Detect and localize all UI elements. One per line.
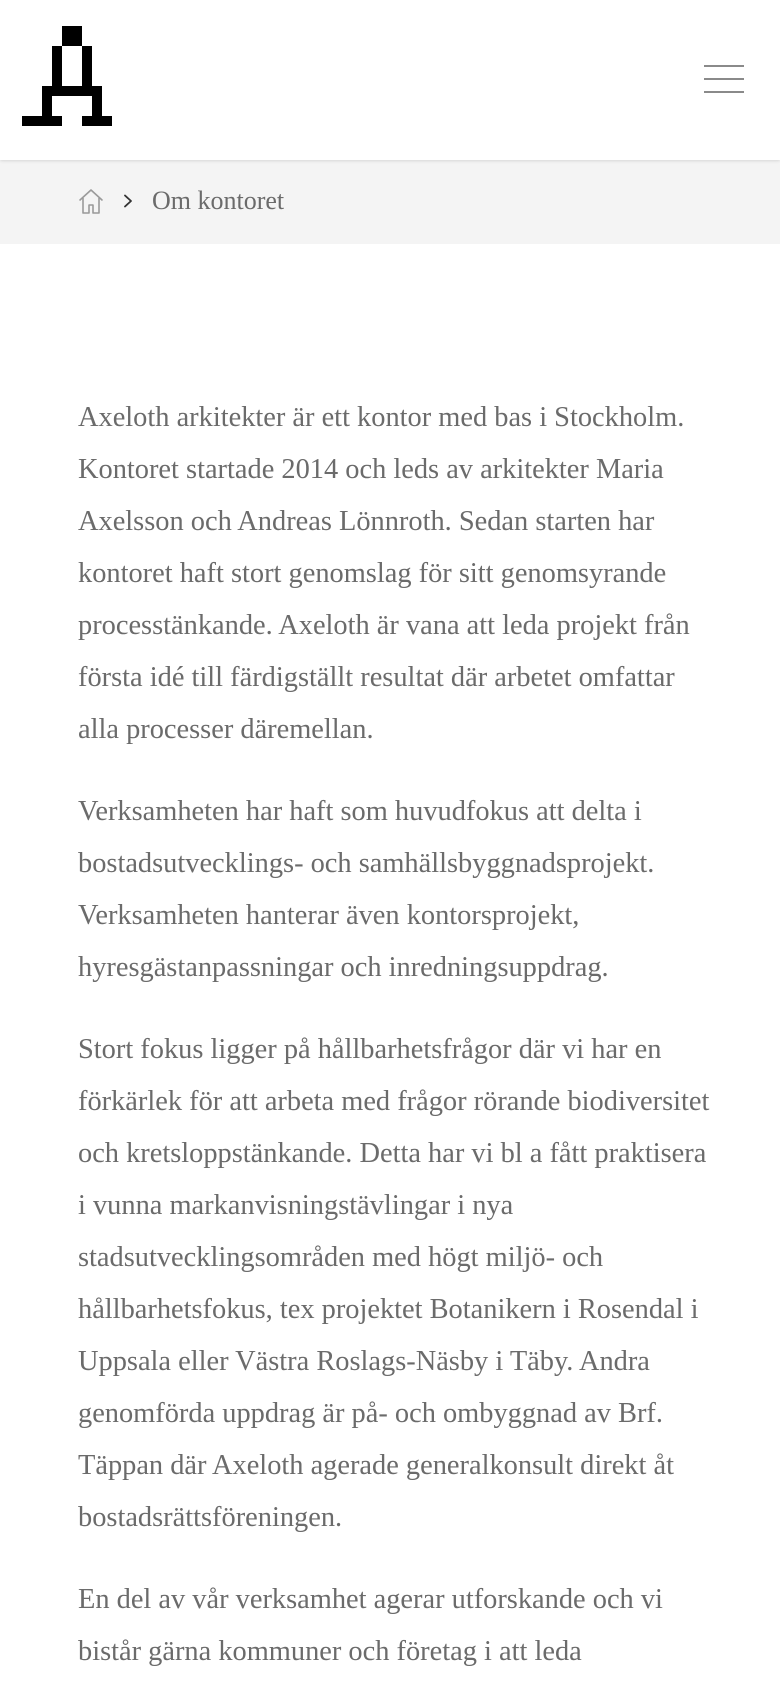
chevron-right-icon xyxy=(123,194,133,208)
content-paragraph: En del av vår verksamhet agerar utforskande och vi bistår gärna kommuner och företag i att leda xyxy=(78,1584,663,1667)
menu-line xyxy=(704,65,744,67)
menu-line xyxy=(704,91,744,93)
content-paragraph: Stort fokus ligger på hållbarhetsfrågor där vi har en förkärlek för att arbeta med frågor rörande biodiversitet och kretsloppstänkande. Detta har vi bl a fått praktisera i vunna markanvisningstävlingar i nya stadsutvecklingsområden med högt miljö- och hållbarhetsfokus, tex projektet Botanikern i Rosendal i Uppsala eller Västra Roslags-Näsby i Täby. Andra genomförda uppdrag är på- och ombyggnad av Brf. Täppan där Axeloth agerade generalkonsult direkt åt bostadsrättsföreningen. xyxy=(78,1034,710,1533)
content-paragraph: Verksamheten har haft som huvudfokus att delta i bostadsutvecklings- och samhällsbyggnadsprojekt. Verksamheten hanterar även kontorsprojekt, hyresgästanpassningar och inredningsuppdrag. xyxy=(78,796,655,983)
home-icon xyxy=(78,187,104,215)
site-logo[interactable] xyxy=(22,24,112,128)
breadcrumb xyxy=(0,160,780,244)
breadcrumb-current: Om kontoret xyxy=(152,186,285,215)
main-content xyxy=(78,392,712,1688)
breadcrumb-home-link[interactable] xyxy=(78,187,104,215)
menu-line xyxy=(704,78,744,80)
site-header xyxy=(0,0,780,160)
hamburger-menu-icon[interactable] xyxy=(704,64,744,94)
logo-letter-a-icon xyxy=(22,24,112,128)
content-paragraph: Axeloth arkitekter är ett kontor med bas i Stockholm. Kontoret startade 2014 och leds av arkitekter Maria Axelsson och Andreas Lönnroth. Sedan starten har kontoret haft stort genomslag för sitt genomsyrande processtänkande. Axeloth är vana att leda projekt från första idé till färdigställt resultat där arbetet omfattar alla processer däremellan. xyxy=(78,402,690,745)
